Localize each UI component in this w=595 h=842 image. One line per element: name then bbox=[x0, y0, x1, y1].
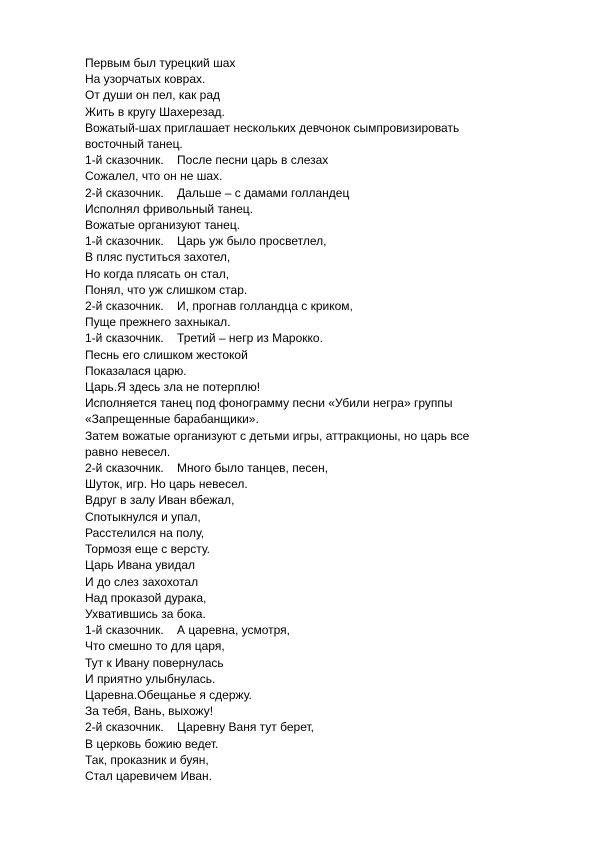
text-line: Исполняется танец под фонограмму песни «Убили негра» группы bbox=[85, 396, 453, 411]
text-line: 2-й сказочник. Много было танцев, песен, bbox=[85, 461, 329, 476]
text-line: Шуток, игр. Но царь невесел. bbox=[85, 477, 248, 492]
text-line: Жить в кругу Шахерезад. bbox=[85, 104, 225, 119]
text-line: Царь.Я здесь зла не потерплю! bbox=[85, 380, 261, 395]
text-line: 2-й сказочник. И, прогнав голландца с криком, bbox=[85, 299, 353, 314]
text-line: И приятно улыбнулась. bbox=[85, 671, 216, 686]
text-line: восточный танец. bbox=[85, 137, 183, 152]
text-line: Но когда плясать он стал, bbox=[85, 266, 230, 281]
text-line: На узорчатых коврах. bbox=[85, 72, 206, 87]
text-line: 1-й сказочник. После песни царь в слезах bbox=[85, 153, 329, 168]
text-line: В церковь божию ведет. bbox=[85, 736, 219, 751]
text-line: Вожатые организуют танец. bbox=[85, 218, 241, 233]
text-line: Царевна.Обещанье я сдержу. bbox=[85, 687, 252, 702]
text-line: Что смешно то для царя, bbox=[85, 639, 225, 654]
text-line: Тормозя еще с версту. bbox=[85, 542, 210, 557]
text-line: Тут к Ивану повернулась bbox=[85, 655, 224, 670]
text-line: Вожатый-шах приглашает нескольких девчонок сымпровизировать bbox=[85, 120, 460, 135]
text-line: За тебя, Вань, выхожу! bbox=[85, 704, 214, 719]
text-line: Над проказой дурака, bbox=[85, 590, 207, 605]
text-line: Сожалел, что он не шах. bbox=[85, 169, 223, 184]
text-line: Первым был турецкий шах bbox=[85, 56, 236, 70]
text-line: 1-й сказочник. А царевна, усмотря, bbox=[85, 623, 291, 638]
text-line: Ухватившись за бока. bbox=[85, 606, 206, 621]
text-line: Спотыкнулся и упал, bbox=[85, 509, 201, 524]
text-line: Вдруг в залу Иван вбежал, bbox=[85, 493, 235, 508]
text-line: В пляс пуститься захотел, bbox=[85, 250, 231, 265]
text-line: 1-й сказочник. Третий – негр из Марокко. bbox=[85, 331, 323, 346]
text-line: 1-й сказочник. Царь уж было просветлел, bbox=[85, 234, 327, 249]
text-line: равно невесел. bbox=[85, 444, 171, 459]
text-line: Песнь его слишком жестокой bbox=[85, 347, 248, 362]
text-line: Исполнял фривольный танец. bbox=[85, 201, 253, 216]
text-line: Затем вожатые организуют с детьми игры, аттракционы, но царь все bbox=[85, 428, 470, 443]
text-line: Понял, что уж слишком стар. bbox=[85, 282, 248, 297]
text-line: Показалася царю. bbox=[85, 363, 187, 378]
document-page bbox=[85, 55, 545, 784]
text-line: Царь Ивана увидал bbox=[85, 558, 196, 573]
text-line: И до слез захохотал bbox=[85, 574, 199, 589]
text-line: Стал царевичем Иван. bbox=[85, 768, 213, 783]
text-line: «Запрещенные барабанщики». bbox=[85, 412, 259, 427]
text-line: Пуще прежнего захныкал. bbox=[85, 315, 231, 330]
text-line: Расстелился на полу, bbox=[85, 525, 205, 540]
text-line: 2-й сказочник. Царевну Ваня тут берет, bbox=[85, 720, 314, 735]
text-line: От души он пел, как рад bbox=[85, 88, 221, 103]
text-line: 2-й сказочник. Дальше – с дамами голландец bbox=[85, 185, 350, 200]
text-line: Так, проказник и буян, bbox=[85, 752, 209, 767]
